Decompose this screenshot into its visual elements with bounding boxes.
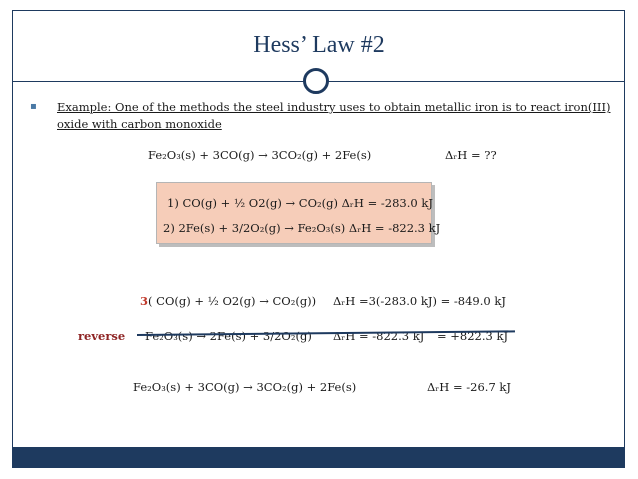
given-reaction-1 <box>167 196 433 210</box>
main-reaction-equation <box>148 148 371 162</box>
title-circle-ornament <box>303 68 329 94</box>
given-reaction-1-enthalpy: ΔᵣH = -283.0 kJ <box>341 196 433 210</box>
given-reactions-box <box>156 182 441 244</box>
final-equation: Fe₂O₃(s) + 3CO(g) → 3CO₂(g) + 2Fe(s) <box>133 380 357 394</box>
given-reaction-2-equation: 2) 2Fe(s) + 3/2O₂(g) → Fe₂O₃(s) <box>163 221 346 235</box>
step1-equation-row <box>140 294 316 308</box>
step1-equation: ( CO(g) + ½ O2(g) → CO₂(g)) <box>148 294 317 308</box>
footer-bar <box>12 447 625 468</box>
step1-enthalpy: ΔᵣH =3(-283.0 kJ) = -849.0 kJ <box>333 294 506 308</box>
given-reaction-2-enthalpy: ΔᵣH = -822.3 kJ <box>348 221 441 235</box>
slide-title: Hess’ Law #2 <box>253 32 385 58</box>
final-enthalpy: ΔᵣH = -26.7 kJ <box>427 380 511 394</box>
example-text: Example: One of the methods the steel industry uses to obtain metallic iron is to react iron(III) oxide with carbon monoxide <box>57 100 611 131</box>
given-reaction-2 <box>163 221 440 235</box>
bullet-icon: ▪ <box>30 101 37 112</box>
step1-multiplier: 3 <box>140 294 149 308</box>
reverse-label: reverse <box>78 329 126 343</box>
step2-result: = +822.3 kJ <box>437 329 509 343</box>
given-reaction-1-equation: 1) CO(g) + ½ O2(g) → CO₂(g) <box>167 196 338 210</box>
step2-equation: Fe₂O₃(s) → 2Fe(s) + 3/2O₂(g) <box>145 329 312 343</box>
main-reaction-enthalpy: ΔᵣH = ?? <box>445 148 497 162</box>
main-reaction-text: Fe₂O₃(s) + 3CO(g) → 3CO₂(g) + 2Fe(s) <box>148 148 372 162</box>
step2-enthalpy: ΔᵣH = -822.3 kJ <box>333 329 425 343</box>
